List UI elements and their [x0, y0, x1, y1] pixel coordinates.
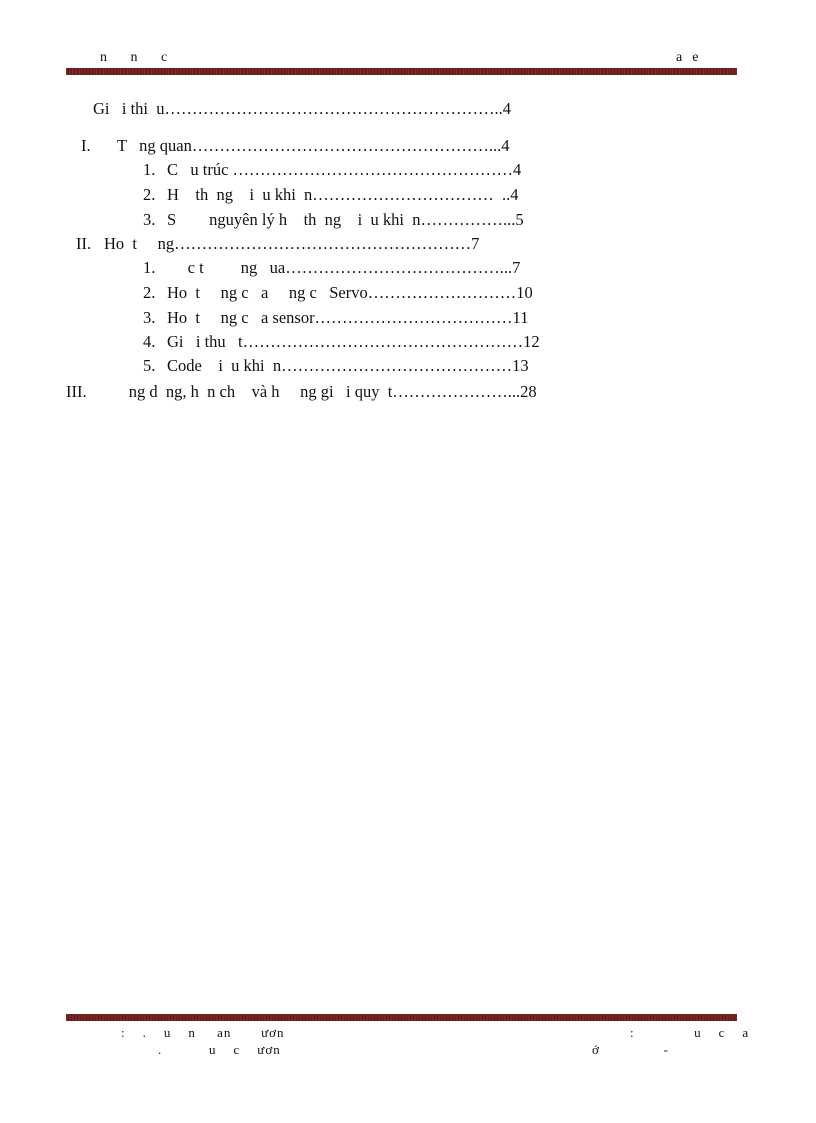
toc-section-3-num: III.	[66, 382, 87, 401]
toc-item-1-2-text: H th ng i u khi n…………………………… ..4	[167, 185, 519, 204]
toc-section-2-text: Ho t ng………………………………………………7	[104, 234, 480, 253]
toc-section-1-num: I.	[81, 136, 91, 155]
toc-item-2-2-num: 2.	[143, 283, 156, 302]
toc-item-2-5-num: 5.	[143, 356, 156, 375]
footer-rule	[66, 1014, 737, 1021]
footer-line1-left: : . u n an ươn	[121, 1025, 285, 1040]
toc-item-2-4-text: Gi i thu t……………………………………………12	[167, 332, 540, 351]
toc-item-2-4-num: 4.	[143, 332, 156, 351]
toc-item-1-1-text: C u trúc ……………………………………………4	[167, 160, 522, 179]
toc-item-2-1-num: 1.	[143, 258, 156, 277]
toc-section-3-text: ng d ng, h n ch và h ng gi i quy t…………………...28	[104, 382, 537, 401]
toc-item-1-3-text: S nguyên lý h th ng i u khi n……………...5	[167, 210, 524, 229]
toc-item-2-3-num: 3.	[143, 308, 156, 327]
header-left-text: n n c	[100, 50, 169, 65]
toc-item-2-3-text: Ho t ng c a sensor………………………………11	[167, 308, 529, 327]
footer-line2-left: . u c ươn	[158, 1042, 281, 1057]
toc-item-1-3-num: 3.	[143, 210, 156, 229]
toc-item-2-2-text: Ho t ng c a ng c Servo………………………10	[167, 283, 533, 302]
toc-item-2-5-text: Code i u khi n……………………………………13	[167, 356, 529, 375]
toc-intro-text: Gi i thi u……………………………………………………..4	[93, 99, 512, 118]
header-rule	[66, 68, 737, 75]
toc-item-1-1-num: 1.	[143, 160, 156, 179]
toc-section-2-num: II.	[76, 234, 92, 253]
toc-section-1-text: T ng quan………………………………………………...4	[117, 136, 510, 155]
toc-item-1-2-num: 2.	[143, 185, 156, 204]
header-right-text: a e	[676, 50, 700, 65]
footer-line2-right: ớ -	[592, 1042, 669, 1057]
footer-line1-right: : u c a	[630, 1025, 750, 1040]
toc-item-2-1-text: c t ng ua…………………………………...7	[167, 258, 521, 277]
